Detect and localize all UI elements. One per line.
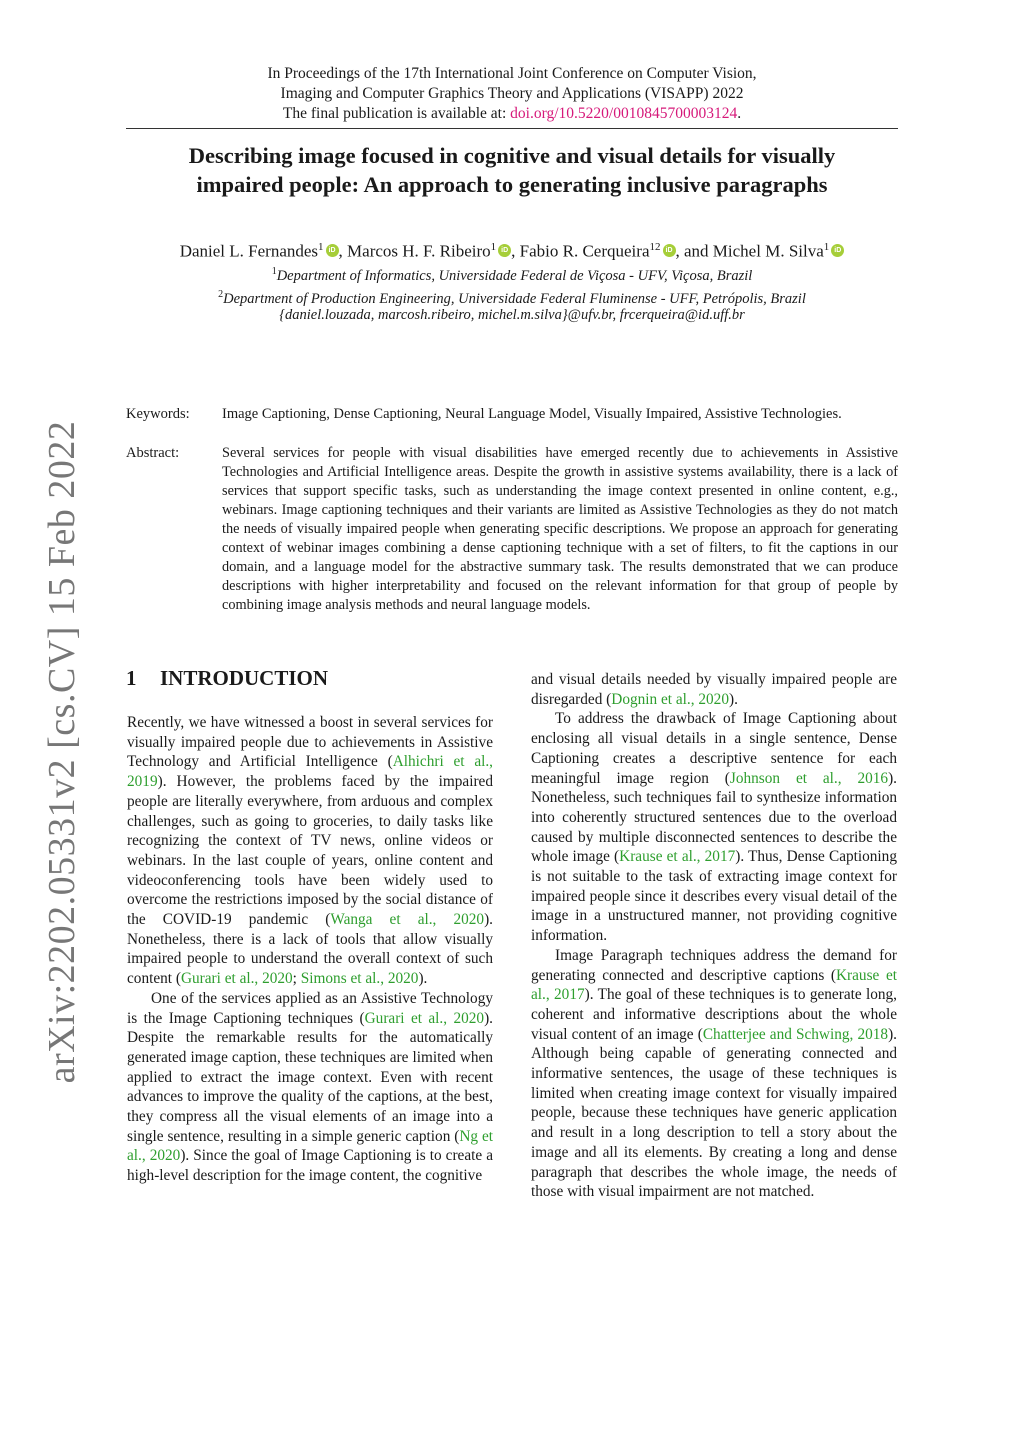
orcid-icon[interactable]: iD: [498, 244, 511, 257]
author-affil-mark: 1: [490, 241, 497, 253]
body-paragraph: [531, 946, 897, 1202]
body-paragraph: [127, 989, 493, 1186]
author-name: Michel M. Silva: [712, 241, 824, 261]
proceedings-line-1: In Proceedings of the 17th International Joint Conference on Computer Vision,: [267, 65, 757, 82]
section-heading: [126, 664, 328, 692]
citation-link[interactable]: Krause et al., 2017: [531, 966, 897, 1004]
proceedings-line-2: Imaging and Computer Graphics Theory and Applications (VISAPP) 2022: [280, 85, 744, 102]
author-list: [100, 236, 924, 263]
author-separator: ,: [511, 241, 520, 261]
citation-link[interactable]: Chatterjee and Schwing, 2018: [702, 1025, 889, 1043]
left-column-body: [127, 713, 493, 1186]
body-text: ). However, the problems faced by the impaired people are literally everywhere, from arduous and complex challenges, such as going to groceries, to daily tasks like recognizing the context of TV news, online videos or webinars. In the last couple of years, online content and videoconferencing tools have been widely used to overcome the restrictions imposed by the social distance of the COVID-19 pandemic (: [127, 773, 493, 929]
citation-link[interactable]: Simons et al., 2020: [300, 970, 419, 988]
orcid-icon[interactable]: iD: [663, 244, 676, 257]
body-text: ).: [418, 970, 428, 988]
paper-title-line-1: Describing image focused in cognitive and visual details for visually: [188, 143, 836, 168]
citation-link[interactable]: Krause et al., 2017: [619, 848, 736, 866]
orcid-icon[interactable]: iD: [326, 244, 339, 257]
body-text: ). The goal of these techniques is to generate long, coherent and informative descriptions about the whole visual content of an image (: [531, 986, 898, 1043]
author-emails: {daniel.louzada, marcosh.ribeiro, michel.m.silva}@ufv.br, frcerqueira@id.uff.br: [279, 307, 745, 323]
body-text: One of the services applied as an Assistive Technology is the Image Captioning techniques (: [127, 989, 493, 1027]
body-text: ).: [728, 690, 738, 708]
body-text: ). Nonetheless, there is a lack of tools that allow visually impaired people to understand the overall context of such content (: [127, 911, 493, 988]
arxiv-identifier: arXiv:2202.05331v2 [cs.CV] 15 Feb 2022: [41, 420, 83, 1084]
citation-link[interactable]: Alhichri et al., 2019: [127, 753, 494, 791]
author-affil-mark: 1: [318, 241, 324, 253]
citation-link[interactable]: Gurari et al., 2020: [180, 970, 293, 988]
author-affil-mark: 1: [823, 241, 830, 253]
keywords-text: Image Captioning, Dense Captioning, Neural Language Model, Visually Impaired, Assistive Technologies.: [222, 406, 842, 422]
body-text: and visual details needed by visually impaired people are disregarded (: [531, 671, 897, 708]
abstract-text: Several services for people with visual disabilities have emerged recently due to achievements in Assistive Technologies and Artificial Intelligence areas. Despite the growth in assistive systems availability, there is a lack of services that support specific tasks, such as understanding the image context presented in online content, e.g., webinars. Image captioning techniques and their variants are limited as Assistive Technologies as they do not match the needs of visually impaired people when generating specific descriptions. We propose an approach for generating context of webinar images combining a dense captioning technique with a set of filters, to fit the captions in our domain, and a language model for the abstractive summary task. The results demonstrated that we can produce descriptions with higher interpretability and focused on the relevant information for that group of people by combining image analysis methods and neural language models.: [222, 445, 898, 613]
body-paragraph: [531, 670, 897, 709]
right-column-body: [531, 670, 897, 1202]
publication-label: The final publication is available at:: [282, 105, 511, 122]
affiliation-mark: 1: [271, 266, 277, 277]
body-text: ). Nonetheless, such techniques fail to synthesize information into coherently structured sentences due to the overload caused by multiple disconnected sentences to describe the whole image (: [531, 769, 897, 866]
body-text: ;: [292, 970, 301, 988]
author-separator: ,: [338, 241, 348, 261]
affiliation-mark: 2: [218, 289, 224, 300]
section-title: INTRODUCTION: [160, 666, 329, 690]
affiliation-text: Department of Production Engineering, Universidade Federal Fluminense - UFF, Petrópolis, Brazil: [223, 290, 806, 307]
paper-title: [126, 141, 898, 199]
affiliation-text: Department of Informatics, Universidade Federal de Viçosa - UFV, Viçosa, Brazil: [276, 267, 753, 284]
affiliation-1: [126, 263, 898, 285]
proceedings-line-3: [126, 104, 898, 124]
header-divider: [126, 128, 898, 129]
abstract-label: Abstract:: [126, 445, 180, 461]
body-text: To address the drawback of Image Captioning about enclosing all visual details in a single sentence, Dense Captioning creates a descriptive sentence for each meaningful image region (: [531, 710, 897, 787]
author-separator: , and: [675, 241, 713, 261]
citation-link[interactable]: Wanga et al., 2020: [330, 911, 485, 929]
body-text: ). Since the goal of Image Captioning is to create a high-level description for the image content, the cognitive: [127, 1147, 493, 1185]
section-number: 1: [126, 666, 137, 690]
citation-link[interactable]: Dognin et al., 2020: [611, 690, 729, 708]
author-name: Fabio R. Cerqueira: [519, 241, 650, 261]
citation-link[interactable]: Ng et al., 2020: [127, 1127, 493, 1165]
keywords-label: Keywords:: [126, 406, 190, 422]
body-text: ). Thus, Dense Captioning is not suitable to the task of extracting image context for impaired people since it describes every visual detail of the image in a unstructured manner, not providing cognitive information.: [531, 848, 897, 945]
publication-suffix: .: [737, 105, 742, 122]
body-text: Image Paragraph techniques address the demand for generating connected and descriptive captions (: [531, 946, 897, 984]
proceedings-note: [126, 64, 898, 124]
body-text: ). Despite the remarkable results for the automatically generated image caption, these techniques are limited when applied to extract the image context. Even with recent advances to improve the quality of the captions, at the best, they compress all the visual elements of an image into a single sentence, resulting in a simple generic caption (: [127, 1009, 493, 1145]
author-name: Marcos H. F. Ribeiro: [347, 241, 491, 261]
body-text: Recently, we have witnessed a boost in several services for visually impaired people due to achievements in Assistive Technology and Artificial Intelligence (: [127, 714, 493, 771]
author-name: Daniel L. Fernandes: [179, 241, 319, 261]
orcid-icon[interactable]: iD: [831, 244, 844, 257]
affiliation-2: [126, 286, 898, 308]
doi-link[interactable]: doi.org/10.5220/0010845700003124: [510, 105, 738, 122]
paper-title-line-2: impaired people: An approach to generating inclusive paragraphs: [196, 172, 828, 197]
citation-link[interactable]: Gurari et al., 2020: [364, 1009, 485, 1027]
author-affil-mark: 12: [649, 241, 661, 253]
body-paragraph: [127, 713, 493, 989]
body-text: ). Although being capable of generating connected and informative sentences, the usage of these techniques is limited when creating image context for visually impaired people, because these techniques have generic application and result in a long description to tell a story about the image and all its elements. By creating a long and dense paragraph that describes the whole image, the needs of those with visual impairment are not matched.: [531, 1025, 897, 1201]
body-paragraph: [531, 709, 897, 945]
citation-link[interactable]: Johnson et al., 2016: [729, 769, 889, 787]
